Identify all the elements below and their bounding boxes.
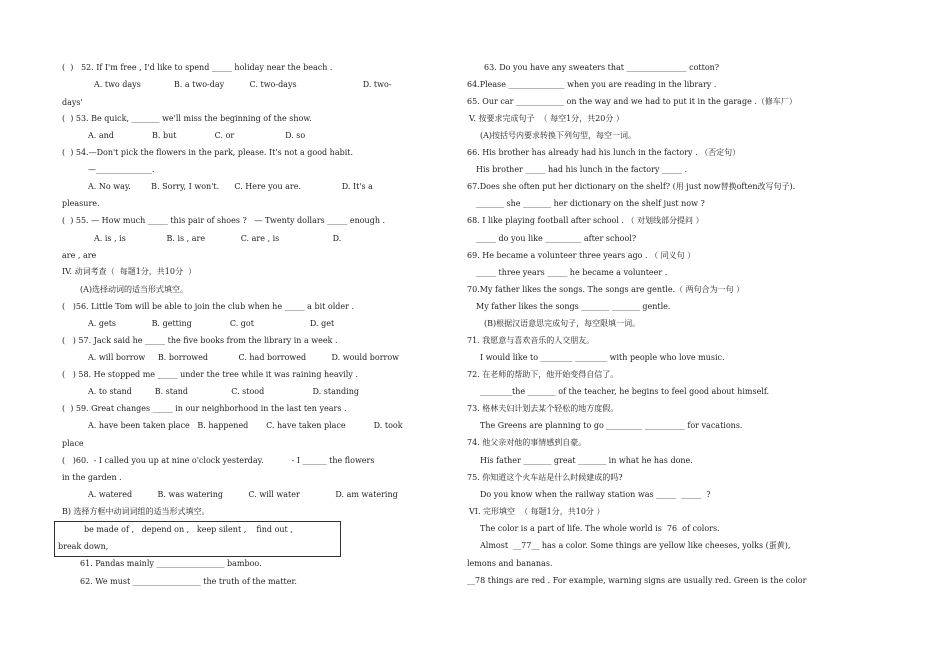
- right-text-line: _____ do you like _________ after school?: [476, 234, 637, 243]
- left-text-line: ( )60. - I called you up at nine o'clock yesterday. - I ______ the flowers: [62, 456, 375, 465]
- right-text-line: lemons and bananas.: [467, 559, 553, 568]
- left-text-line: ( ) 52. If I'm free , I'd like to spend _____ holiday near the beach .: [62, 63, 333, 72]
- left-text-line: ( ) 58. He stopped me _____ under the tree while it was raining heavily .: [62, 370, 358, 379]
- left-text-line: B) 选择方框中动词词组的适当形式填空。: [62, 507, 210, 516]
- left-text-line: in the garden .: [62, 473, 122, 482]
- right-text-line: _______ she _______ her dictionary on the shelf just now ?: [476, 199, 705, 208]
- left-text-line: place: [62, 439, 84, 448]
- left-text-line: A. No way. B. Sorry, I won't. C. Here you are. D. It's a: [88, 182, 373, 191]
- left-text-line: A. gets B. getting C. got D. get: [88, 319, 335, 328]
- right-text-line: The Greens are planning to go _________ __________ for vacations.: [480, 421, 743, 430]
- left-text-line: A. and B. but C. or D. so: [88, 131, 306, 140]
- left-text-line: A. watered B. was watering C. will water D. am watering: [88, 490, 398, 499]
- right-text-line: 68. I like playing football after school . （ 对划线部分提问 ）: [467, 216, 704, 225]
- right-text-line: (A)按括号内要求转换下列句型，每空一词。: [480, 131, 637, 140]
- right-text-line: My father likes the songs _______ _______ gentle.: [476, 302, 671, 311]
- left-text-line: A. will borrow B. borrowed C. had borrowed D. would borrow: [88, 353, 400, 362]
- right-text-line: 75. 你知道这个火车站是什么时候建成的吗?: [467, 473, 623, 482]
- right-text-line: 74. 他父亲对他的事情感到自豪。: [467, 438, 587, 447]
- left-text-line: IV. 动词考查（ 每题1分，共10分 ）: [62, 267, 197, 276]
- right-text-line: ________the _______ of the teacher, he begins to feel good about himself.: [480, 387, 770, 396]
- right-text-line: I would like to ________ ________ with people who love music.: [480, 353, 725, 362]
- left-text-line: A. two days B. a two-day C. two-days D. two-: [94, 80, 392, 89]
- right-text-line: 72. 在老师的帮助下，他开始变得自信了。: [467, 370, 619, 379]
- right-text-line: __78 things are red . For example, warning signs are usually red. Green is the color: [467, 576, 807, 585]
- left-text-line: ( ) 59. Great changes _____ in our neighborhood in the last ten years .: [62, 404, 347, 413]
- left-text-line: ( ) 54.—Don't pick the flowers in the park, please. It's not a good habit.: [62, 148, 354, 157]
- left-text-line: days': [62, 98, 83, 107]
- right-text-line: 63. Do you have any sweaters that _______________ cotton?: [484, 63, 720, 72]
- left-text-line: (A)选择动词的适当形式填空。: [80, 285, 189, 294]
- left-text-line: —______________.: [88, 165, 155, 174]
- right-text-line: (B)根据汉语意思完成句子，每空限填一词。: [484, 319, 641, 328]
- left-text-line: A. to stand B. stand C. stood D. standing: [88, 387, 359, 396]
- right-text-line: Almost __77__ has a color. Some things are yellow like cheeses, yolks (蛋黄),: [480, 541, 791, 550]
- right-text-line: Do you know when the railway station was _____ _____ ?: [480, 490, 711, 499]
- right-text-line: 67.Does she often put her dictionary on the shelf? (用 just now替换often改写句子).: [467, 182, 796, 191]
- right-text-line: 64.Please ______________ when you are reading in the library .: [467, 80, 717, 89]
- right-text-line: 65. Our car ____________ on the way and we had to put it in the garage .（修车厂）: [467, 97, 797, 106]
- left-text-line: 61. Pandas mainly _________________ bamboo.: [80, 559, 262, 568]
- right-text-line: VI. 完形填空 （ 每题1分，共10分 ）: [469, 507, 605, 516]
- left-text-line: A. is , is B. is , are C. are , is D.: [94, 234, 342, 243]
- right-text-line: The color is a part of life. The whole world is 76 of colors.: [480, 524, 720, 533]
- left-text-line: ( ) 53. Be quick, _______ we'll miss the beginning of the show.: [62, 114, 312, 123]
- right-text-line: 66. His brother has already had his lunch in the factory . （否定句）: [467, 148, 741, 157]
- left-text-line: are , are: [62, 251, 97, 260]
- phrase-box: [54, 521, 341, 557]
- left-text-line: be made of , depend on , keep silent , find out ,: [84, 525, 293, 534]
- right-text-line: 69. He became a volunteer three years ago . （ 同义句 ）: [467, 251, 696, 260]
- right-text-line: _____ three years _____ he became a volunteer .: [476, 268, 668, 277]
- left-text-line: 62. We must _________________ the truth of the matter.: [80, 577, 297, 586]
- right-text-line: 71. 我愿意与喜欢音乐的人交朋友。: [467, 336, 595, 345]
- left-text-line: break down,: [58, 542, 109, 551]
- right-text-line: 70.My father likes the songs. The songs are gentle.（ 两句合为一句 ）: [467, 285, 745, 294]
- right-text-line: 73. 格林夫妇计划去某个轻松的地方度假。: [467, 404, 619, 413]
- left-text-line: ( )56. Little Tom will be able to join the club when he _____ a bit older .: [62, 302, 355, 311]
- left-text-line: pleasure.: [62, 199, 100, 208]
- left-text-line: A. have been taken place B. happened C. have taken place D. took: [88, 421, 403, 430]
- left-text-line: ( ) 57. Jack said he _____ the five books from the library in a week .: [62, 336, 338, 345]
- right-text-line: His father _______ great _______ in what he has done.: [480, 456, 693, 465]
- left-text-line: ( ) 55. — How much _____ this pair of shoes ? — Twenty dollars _____ enough .: [62, 216, 386, 225]
- right-text-line: V. 按要求完成句子 （ 每空1分，共20分 ）: [469, 114, 624, 123]
- right-text-line: His brother _____ had his lunch in the factory _____ .: [476, 165, 688, 174]
